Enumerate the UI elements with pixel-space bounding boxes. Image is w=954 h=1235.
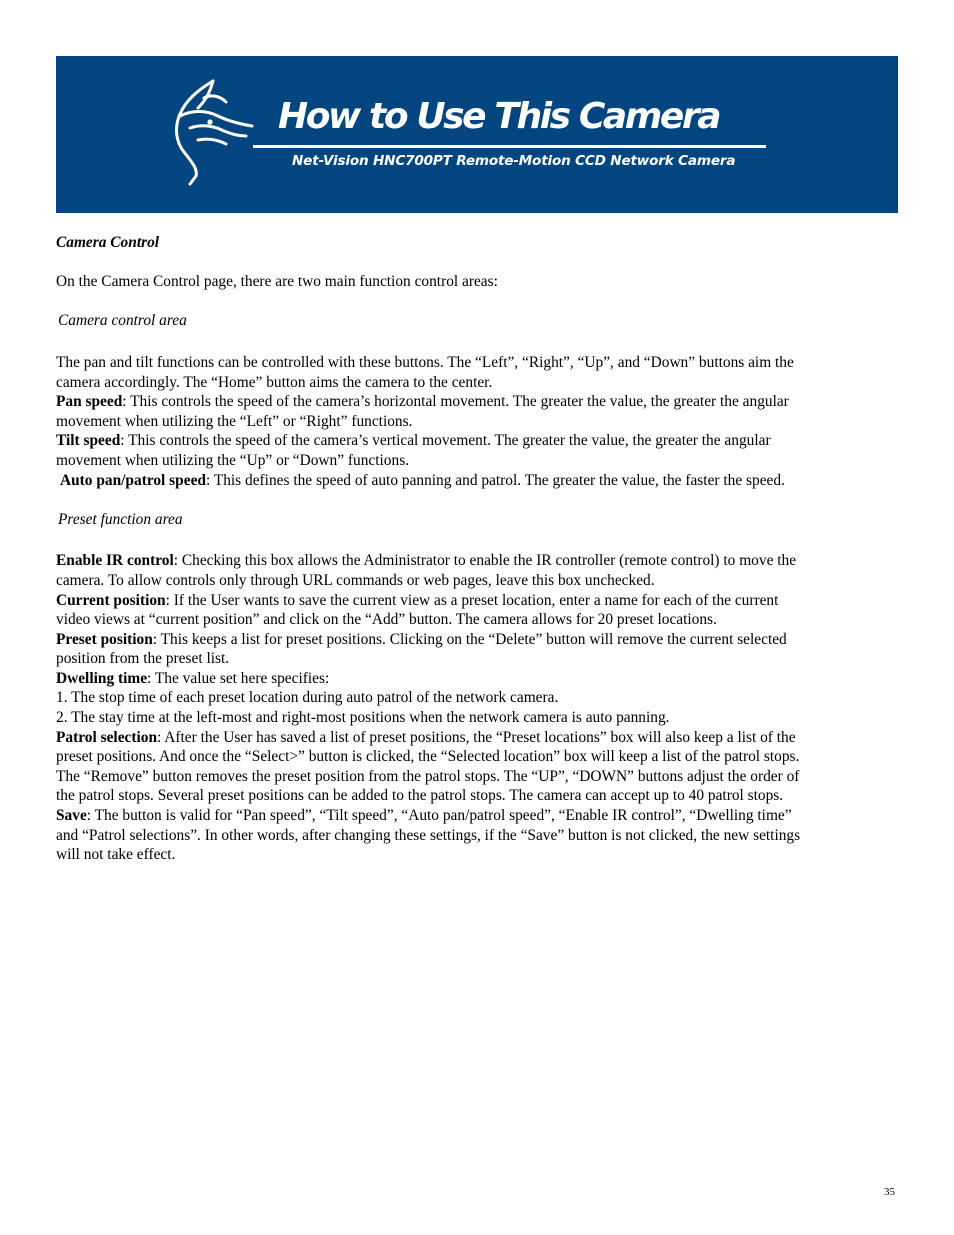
dwelling-list-item: 1. The stop time of each preset location during auto patrol of the network camera. bbox=[56, 689, 559, 707]
current-position-label: Current position bbox=[56, 591, 166, 609]
tilt-speed-text: : This controls the speed of the camera’s vertical movement. The greater the value, the greater the angular bbox=[120, 432, 771, 450]
pan-speed-paragraph bbox=[56, 392, 898, 412]
camera-area-line: The pan and tilt functions can be controlled with these buttons. The “Left”, “Right”, “Up”, and “Down” buttons aim the bbox=[56, 353, 794, 371]
tilt-speed-paragraph bbox=[56, 431, 898, 451]
patrol-selection-text: : After the User has saved a list of preset positions, the “Preset locations” box will also keep a list of the bbox=[157, 728, 796, 746]
patrol-selection-text: preset positions. And once the “Select>” button is clicked, the “Selected location” box will keep a list of the patrol stops. bbox=[56, 748, 800, 766]
intro-paragraph: On the Camera Control page, there are two main function control areas: bbox=[56, 273, 498, 291]
preset-area-heading: Preset function area bbox=[58, 510, 183, 528]
section-title: Camera Control bbox=[56, 234, 160, 251]
banner-subtitle: Net-Vision HNC700PT Remote-Motion CCD Network Camera bbox=[292, 153, 736, 169]
pan-speed-label: Pan speed bbox=[56, 393, 123, 411]
pan-speed-text: movement when utilizing the “Left” or “Right” functions. bbox=[56, 412, 413, 430]
camera-area-line: camera accordingly. The “Home” button aims the camera to the center. bbox=[56, 373, 493, 391]
enable-ir-label: Enable IR control bbox=[56, 552, 174, 570]
document-body bbox=[56, 233, 898, 865]
eagle-head-icon bbox=[168, 76, 268, 191]
preset-position-text: : This keeps a list for preset positions. Clicking on the “Delete” button will remove the current selected bbox=[152, 630, 787, 648]
preset-position-text: position from the preset list. bbox=[56, 650, 230, 668]
tilt-speed-text: movement when utilizing the “Up” or “Down” functions. bbox=[56, 451, 410, 469]
patrol-selection-label: Patrol selection bbox=[56, 728, 158, 746]
dwelling-list-item: 2. The stay time at the left-most and right-most positions when the network camera is auto panning. bbox=[56, 709, 670, 727]
preset-position-label: Preset position bbox=[56, 630, 153, 648]
header-banner bbox=[56, 56, 898, 213]
enable-ir-text: camera. To allow controls only through URL commands or web pages, leave this box unchecked. bbox=[56, 571, 655, 589]
patrol-selection-text: The “Remove” button removes the preset position from the patrol stops. The “UP”, “DOWN” buttons adjust the order of bbox=[56, 767, 800, 785]
current-position-paragraph bbox=[56, 591, 898, 611]
banner-divider bbox=[253, 145, 766, 148]
dwelling-time-label: Dwelling time bbox=[56, 669, 148, 687]
dwelling-time-paragraph bbox=[56, 669, 898, 689]
pan-speed-text: : This controls the speed of the camera’s horizontal movement. The greater the value, the greater the angular bbox=[122, 393, 789, 411]
save-text: will not take effect. bbox=[56, 846, 176, 864]
auto-pan-label: Auto pan/patrol speed bbox=[60, 471, 206, 489]
patrol-selection-text: the patrol stops. Several preset positions can be added to the patrol stops. The camera can accept up to 40 patrol stops. bbox=[56, 787, 784, 805]
tilt-speed-label: Tilt speed bbox=[56, 432, 121, 450]
current-position-text: video views at “current position” and click on the “Add” button. The camera allows for 20 preset locations. bbox=[56, 611, 717, 629]
save-label: Save bbox=[56, 807, 87, 825]
dwelling-time-text: : The value set here specifies: bbox=[147, 669, 330, 687]
save-paragraph bbox=[56, 806, 898, 826]
save-text: : The button is valid for “Pan speed”, “Tilt speed”, “Auto pan/patrol speed”, “Enable IR control”, “Dwelling time” bbox=[86, 807, 792, 825]
patrol-selection-paragraph bbox=[56, 728, 898, 748]
page-number: 35 bbox=[884, 1186, 895, 1198]
enable-ir-paragraph bbox=[56, 551, 898, 571]
enable-ir-text: : Checking this box allows the Administrator to enable the IR controller (remote control) to move the bbox=[173, 552, 797, 570]
auto-pan-paragraph bbox=[56, 471, 898, 491]
banner-title: How to Use This Camera bbox=[278, 96, 720, 137]
preset-position-paragraph bbox=[56, 630, 898, 650]
save-text: and “Patrol selections”. In other words, after changing these settings, if the “Save” button is not clicked, the new settings bbox=[56, 826, 801, 844]
camera-area-heading: Camera control area bbox=[58, 312, 187, 330]
current-position-text: : If the User wants to save the current view as a preset location, enter a name for each of the current bbox=[165, 591, 779, 609]
auto-pan-text: : This defines the speed of auto panning and patrol. The greater the value, the faster the speed. bbox=[205, 471, 785, 489]
